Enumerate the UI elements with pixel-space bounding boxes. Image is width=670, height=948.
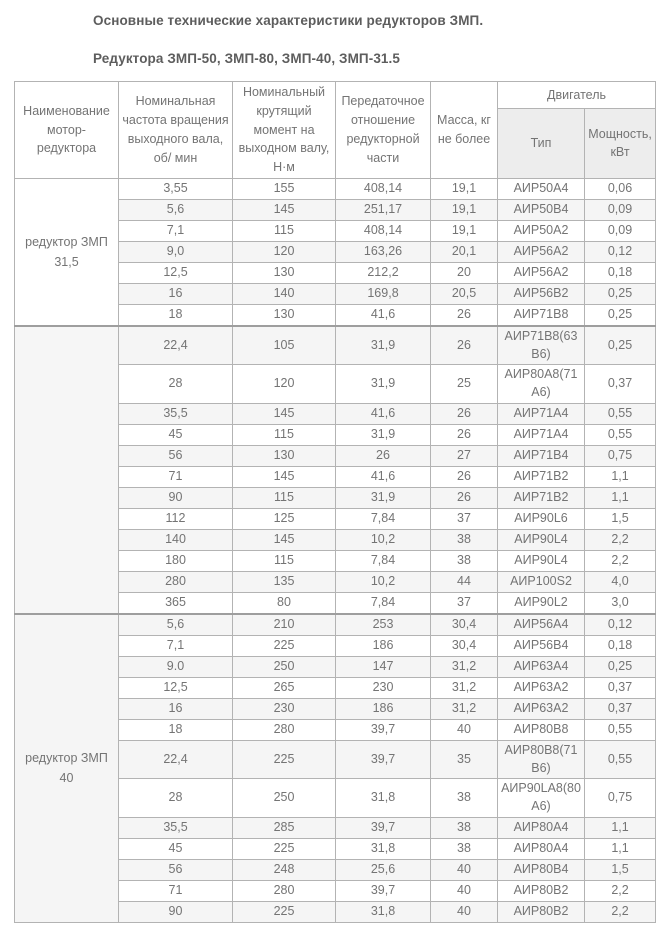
cell-torque: 155 xyxy=(233,178,336,199)
cell-type: АИР50А2 xyxy=(498,220,585,241)
cell-ratio: 26 xyxy=(336,445,431,466)
cell-torque: 130 xyxy=(233,445,336,466)
cell-power: 0,06 xyxy=(585,178,656,199)
cell-freq: 90 xyxy=(119,487,233,508)
cell-freq: 45 xyxy=(119,838,233,859)
cell-mass: 26 xyxy=(431,403,498,424)
cell-power: 0,25 xyxy=(585,326,656,365)
cell-ratio: 7,84 xyxy=(336,550,431,571)
cell-ratio: 41,6 xyxy=(336,466,431,487)
cell-mass: 19,1 xyxy=(431,199,498,220)
cell-type: АИР80В2 xyxy=(498,880,585,901)
cell-mass: 26 xyxy=(431,424,498,445)
cell-mass: 38 xyxy=(431,529,498,550)
cell-ratio: 31,9 xyxy=(336,424,431,445)
cell-mass: 37 xyxy=(431,592,498,614)
cell-freq: 28 xyxy=(119,365,233,404)
cell-mass: 27 xyxy=(431,445,498,466)
cell-mass: 19,1 xyxy=(431,178,498,199)
cell-freq: 12,5 xyxy=(119,262,233,283)
cell-torque: 120 xyxy=(233,241,336,262)
cell-type: АИР90LA8(80А6) xyxy=(498,779,585,818)
cell-ratio: 31,8 xyxy=(336,901,431,922)
cell-ratio: 39,7 xyxy=(336,740,431,779)
cell-mass: 20,5 xyxy=(431,283,498,304)
cell-type: АИР80В8(71В6) xyxy=(498,740,585,779)
cell-torque: 280 xyxy=(233,719,336,740)
cell-freq: 18 xyxy=(119,304,233,326)
cell-freq: 22,4 xyxy=(119,326,233,365)
cell-ratio: 39,7 xyxy=(336,817,431,838)
cell-power: 0,25 xyxy=(585,304,656,326)
cell-ratio: 212,2 xyxy=(336,262,431,283)
cell-ratio: 39,7 xyxy=(336,719,431,740)
cell-freq: 12,5 xyxy=(119,677,233,698)
cell-mass: 35 xyxy=(431,740,498,779)
cell-power: 0,18 xyxy=(585,262,656,283)
cell-type: АИР90L6 xyxy=(498,508,585,529)
cell-type: АИР90L2 xyxy=(498,592,585,614)
cell-freq: 9.0 xyxy=(119,656,233,677)
cell-ratio: 7,84 xyxy=(336,508,431,529)
cell-torque: 250 xyxy=(233,779,336,818)
cell-torque: 210 xyxy=(233,614,336,636)
cell-mass: 40 xyxy=(431,859,498,880)
reducers-spec-table xyxy=(14,81,656,923)
cell-mass: 40 xyxy=(431,880,498,901)
section-label xyxy=(15,326,119,614)
cell-mass: 37 xyxy=(431,508,498,529)
cell-torque: 230 xyxy=(233,698,336,719)
cell-power: 1,5 xyxy=(585,859,656,880)
cell-mass: 26 xyxy=(431,487,498,508)
cell-power: 0,75 xyxy=(585,445,656,466)
cell-power: 4,0 xyxy=(585,571,656,592)
cell-ratio: 230 xyxy=(336,677,431,698)
cell-type: АИР80В2 xyxy=(498,901,585,922)
cell-mass: 38 xyxy=(431,838,498,859)
cell-mass: 31,2 xyxy=(431,656,498,677)
cell-power: 1,1 xyxy=(585,487,656,508)
cell-mass: 38 xyxy=(431,550,498,571)
cell-freq: 5,6 xyxy=(119,199,233,220)
cell-ratio: 25,6 xyxy=(336,859,431,880)
cell-ratio: 39,7 xyxy=(336,880,431,901)
cell-power: 0,12 xyxy=(585,241,656,262)
page-title: Основные технические характеристики редукторов ЗМП. xyxy=(93,13,484,28)
cell-type: АИР71В8(63В6) xyxy=(498,326,585,365)
cell-power: 0,09 xyxy=(585,220,656,241)
cell-torque: 125 xyxy=(233,508,336,529)
cell-ratio: 186 xyxy=(336,698,431,719)
cell-power: 0,55 xyxy=(585,740,656,779)
cell-power: 2,2 xyxy=(585,529,656,550)
cell-torque: 225 xyxy=(233,838,336,859)
column-header-name: Наименование мотор-редуктора xyxy=(15,82,119,179)
cell-freq: 71 xyxy=(119,466,233,487)
cell-power: 0,25 xyxy=(585,656,656,677)
cell-power: 0,55 xyxy=(585,424,656,445)
cell-type: АИР80А4 xyxy=(498,817,585,838)
cell-type: АИР71А4 xyxy=(498,424,585,445)
cell-ratio: 31,8 xyxy=(336,838,431,859)
cell-type: АИР71В2 xyxy=(498,487,585,508)
column-header-ratio: Передаточное отношение редукторной части xyxy=(336,82,431,179)
cell-type: АИР50А4 xyxy=(498,178,585,199)
table-header xyxy=(15,82,656,179)
cell-torque: 225 xyxy=(233,740,336,779)
cell-type: АИР71А4 xyxy=(498,403,585,424)
cell-freq: 7,1 xyxy=(119,220,233,241)
cell-torque: 285 xyxy=(233,817,336,838)
cell-freq: 71 xyxy=(119,880,233,901)
cell-torque: 80 xyxy=(233,592,336,614)
cell-power: 3,0 xyxy=(585,592,656,614)
cell-type: АИР63А2 xyxy=(498,698,585,719)
cell-torque: 145 xyxy=(233,466,336,487)
cell-mass: 40 xyxy=(431,901,498,922)
column-header-frequency: Номинальная частота вращения выходного вала, об/ мин xyxy=(119,82,233,179)
cell-power: 1,5 xyxy=(585,508,656,529)
cell-power: 0,37 xyxy=(585,698,656,719)
cell-torque: 130 xyxy=(233,304,336,326)
table-row xyxy=(15,326,656,365)
cell-freq: 16 xyxy=(119,283,233,304)
cell-ratio: 31,8 xyxy=(336,779,431,818)
cell-mass: 31,2 xyxy=(431,698,498,719)
cell-type: АИР100S2 xyxy=(498,571,585,592)
cell-type: АИР71В4 xyxy=(498,445,585,466)
cell-mass: 25 xyxy=(431,365,498,404)
cell-freq: 45 xyxy=(119,424,233,445)
cell-freq: 35,5 xyxy=(119,817,233,838)
cell-freq: 280 xyxy=(119,571,233,592)
cell-mass: 30,4 xyxy=(431,635,498,656)
cell-torque: 135 xyxy=(233,571,336,592)
cell-type: АИР56А4 xyxy=(498,614,585,636)
cell-torque: 145 xyxy=(233,403,336,424)
cell-freq: 5,6 xyxy=(119,614,233,636)
cell-torque: 225 xyxy=(233,901,336,922)
cell-power: 1,1 xyxy=(585,817,656,838)
cell-freq: 365 xyxy=(119,592,233,614)
cell-power: 1,1 xyxy=(585,466,656,487)
column-header-engine-power: Мощность, кВт xyxy=(585,109,656,179)
cell-mass: 44 xyxy=(431,571,498,592)
cell-power: 2,2 xyxy=(585,880,656,901)
cell-torque: 280 xyxy=(233,880,336,901)
cell-torque: 115 xyxy=(233,424,336,445)
cell-type: АИР90L4 xyxy=(498,529,585,550)
cell-power: 0,25 xyxy=(585,283,656,304)
cell-torque: 145 xyxy=(233,199,336,220)
cell-ratio: 41,6 xyxy=(336,403,431,424)
cell-freq: 3,55 xyxy=(119,178,233,199)
cell-freq: 112 xyxy=(119,508,233,529)
cell-ratio: 41,6 xyxy=(336,304,431,326)
cell-ratio: 163,26 xyxy=(336,241,431,262)
section-label: редуктор ЗМП 40 xyxy=(15,614,119,923)
cell-ratio: 186 xyxy=(336,635,431,656)
cell-mass: 31,2 xyxy=(431,677,498,698)
cell-mass: 38 xyxy=(431,779,498,818)
cell-type: АИР50В4 xyxy=(498,199,585,220)
cell-power: 0,09 xyxy=(585,199,656,220)
cell-ratio: 251,17 xyxy=(336,199,431,220)
cell-freq: 90 xyxy=(119,901,233,922)
cell-ratio: 253 xyxy=(336,614,431,636)
cell-power: 1,1 xyxy=(585,838,656,859)
table-row xyxy=(15,178,656,199)
cell-type: АИР56В2 xyxy=(498,283,585,304)
cell-freq: 35,5 xyxy=(119,403,233,424)
cell-mass: 30,4 xyxy=(431,614,498,636)
cell-freq: 18 xyxy=(119,719,233,740)
cell-freq: 140 xyxy=(119,529,233,550)
cell-freq: 56 xyxy=(119,445,233,466)
page-subtitle: Редуктора ЗМП-50, ЗМП-80, ЗМП-40, ЗМП-31.5 xyxy=(93,51,400,66)
cell-type: АИР71В2 xyxy=(498,466,585,487)
cell-torque: 115 xyxy=(233,550,336,571)
column-header-mass: Масса, кг не более xyxy=(431,82,498,179)
page-header xyxy=(93,0,670,66)
cell-ratio: 10,2 xyxy=(336,571,431,592)
cell-ratio: 31,9 xyxy=(336,326,431,365)
cell-freq: 16 xyxy=(119,698,233,719)
cell-type: АИР80А8(71А6) xyxy=(498,365,585,404)
cell-freq: 180 xyxy=(119,550,233,571)
cell-ratio: 31,9 xyxy=(336,365,431,404)
cell-ratio: 10,2 xyxy=(336,529,431,550)
cell-ratio: 408,14 xyxy=(336,220,431,241)
column-header-engine-type: Тип xyxy=(498,109,585,179)
cell-power: 0,12 xyxy=(585,614,656,636)
cell-ratio: 31,9 xyxy=(336,487,431,508)
cell-torque: 225 xyxy=(233,635,336,656)
cell-mass: 40 xyxy=(431,719,498,740)
cell-type: АИР63А4 xyxy=(498,656,585,677)
cell-torque: 145 xyxy=(233,529,336,550)
cell-power: 0,18 xyxy=(585,635,656,656)
cell-power: 0,55 xyxy=(585,719,656,740)
cell-mass: 20 xyxy=(431,262,498,283)
cell-ratio: 7,84 xyxy=(336,592,431,614)
cell-mass: 38 xyxy=(431,817,498,838)
cell-type: АИР56А2 xyxy=(498,241,585,262)
cell-type: АИР56А2 xyxy=(498,262,585,283)
cell-torque: 115 xyxy=(233,220,336,241)
cell-power: 2,2 xyxy=(585,901,656,922)
cell-power: 0,75 xyxy=(585,779,656,818)
cell-type: АИР71В8 xyxy=(498,304,585,326)
cell-torque: 265 xyxy=(233,677,336,698)
cell-torque: 130 xyxy=(233,262,336,283)
cell-type: АИР63А2 xyxy=(498,677,585,698)
column-header-engine: Двигатель xyxy=(498,82,656,109)
cell-type: АИР80А4 xyxy=(498,838,585,859)
cell-mass: 20,1 xyxy=(431,241,498,262)
cell-freq: 22,4 xyxy=(119,740,233,779)
cell-mass: 26 xyxy=(431,304,498,326)
cell-mass: 19,1 xyxy=(431,220,498,241)
table-row xyxy=(15,614,656,636)
cell-torque: 105 xyxy=(233,326,336,365)
cell-power: 2,2 xyxy=(585,550,656,571)
cell-torque: 250 xyxy=(233,656,336,677)
table-body xyxy=(15,178,656,922)
cell-torque: 120 xyxy=(233,365,336,404)
section-label: редуктор ЗМП 31,5 xyxy=(15,178,119,326)
cell-freq: 56 xyxy=(119,859,233,880)
cell-power: 0,37 xyxy=(585,677,656,698)
cell-type: АИР80В8 xyxy=(498,719,585,740)
cell-ratio: 408,14 xyxy=(336,178,431,199)
cell-mass: 26 xyxy=(431,466,498,487)
cell-power: 0,37 xyxy=(585,365,656,404)
cell-mass: 26 xyxy=(431,326,498,365)
cell-type: АИР56В4 xyxy=(498,635,585,656)
column-header-torque: Номинальный крутящий момент на выходном валу, Н·м xyxy=(233,82,336,179)
cell-type: АИР90L4 xyxy=(498,550,585,571)
cell-freq: 9,0 xyxy=(119,241,233,262)
cell-ratio: 147 xyxy=(336,656,431,677)
cell-power: 0,55 xyxy=(585,403,656,424)
cell-freq: 28 xyxy=(119,779,233,818)
cell-type: АИР80В4 xyxy=(498,859,585,880)
cell-freq: 7,1 xyxy=(119,635,233,656)
cell-torque: 115 xyxy=(233,487,336,508)
cell-ratio: 169,8 xyxy=(336,283,431,304)
cell-torque: 248 xyxy=(233,859,336,880)
cell-torque: 140 xyxy=(233,283,336,304)
